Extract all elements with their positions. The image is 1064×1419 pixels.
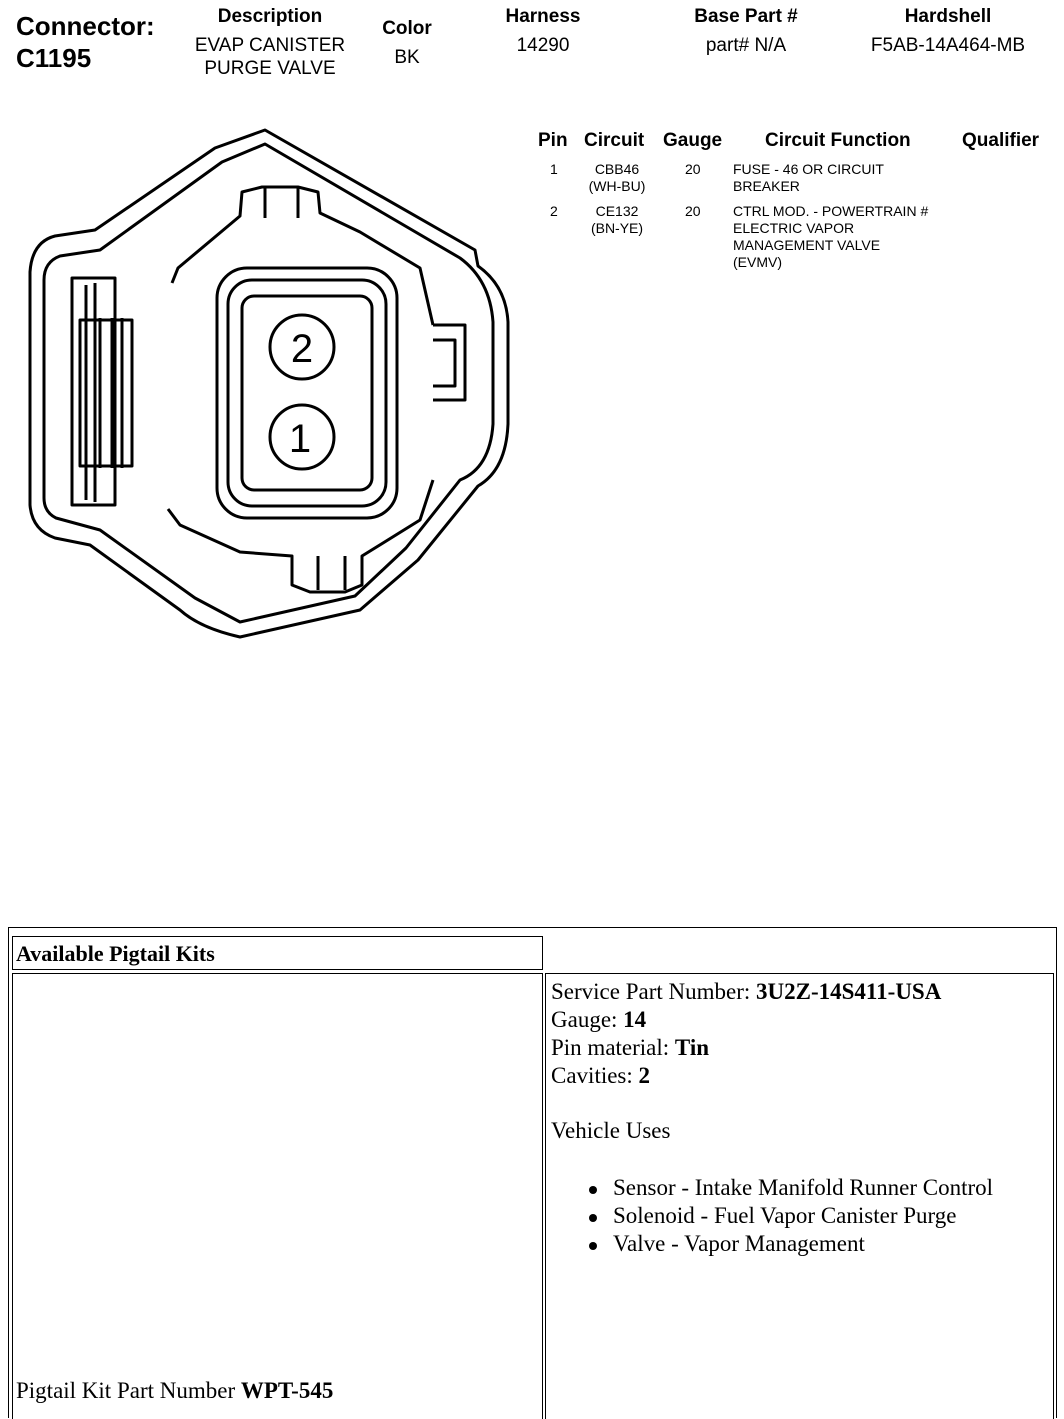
harness-column bbox=[483, 6, 603, 57]
row1-circuit bbox=[575, 161, 659, 195]
kits-title-cell bbox=[12, 936, 543, 970]
connector-id: C1195 bbox=[16, 43, 92, 73]
connector-face-diagram bbox=[0, 120, 530, 650]
row2-function-line: ELECTRIC VAPOR bbox=[733, 220, 855, 236]
kit-details bbox=[551, 978, 993, 1258]
pigtail-kits-table bbox=[8, 927, 1057, 1418]
hardshell-title: Hardshell bbox=[904, 6, 992, 27]
row2-circuit bbox=[575, 203, 659, 237]
bottom-latch bbox=[168, 480, 433, 592]
row2-function-line: (EVMV) bbox=[733, 254, 782, 270]
pin-material-row bbox=[551, 1034, 993, 1062]
row1-function bbox=[733, 161, 884, 195]
base-part-value: part# N/A bbox=[705, 35, 787, 56]
color-value: BK bbox=[394, 47, 420, 68]
cavities-label: Cavities: bbox=[551, 1063, 633, 1088]
description-title: Description bbox=[217, 6, 323, 27]
pin-material-value: Tin bbox=[674, 1035, 710, 1060]
cavities-row bbox=[551, 1062, 993, 1090]
kit-part-value: WPT-545 bbox=[240, 1378, 334, 1403]
kits-title: Available Pigtail Kits bbox=[16, 941, 215, 966]
gauge-value: 14 bbox=[623, 1007, 647, 1032]
cavity-1-label: 1 bbox=[288, 417, 312, 461]
service-part-label: Service Part Number: bbox=[551, 979, 751, 1004]
top-latch bbox=[172, 187, 433, 325]
description-line2: PURGE VALVE bbox=[204, 58, 336, 79]
service-part-row bbox=[551, 978, 993, 1006]
circuit-header: Circuit bbox=[584, 130, 645, 151]
row2-function-line: CTRL MOD. - POWERTRAIN # bbox=[733, 203, 929, 219]
qualifier-header: Qualifier bbox=[962, 130, 1040, 151]
cavities-value: 2 bbox=[638, 1063, 651, 1088]
kit-part-label: Pigtail Kit Part Number bbox=[16, 1378, 236, 1403]
base-part-column bbox=[666, 6, 826, 57]
row2-function bbox=[733, 203, 928, 271]
gauge-label: Gauge: bbox=[551, 1007, 618, 1032]
base-part-title: Base Part # bbox=[694, 6, 798, 27]
row1-circuit-id: CBB46 bbox=[594, 161, 640, 177]
connector-heading bbox=[16, 10, 155, 74]
vehicle-uses-label: Vehicle Uses bbox=[551, 1118, 671, 1143]
vehicle-use-item: Solenoid - Fuel Vapor Canister Purge bbox=[551, 1202, 993, 1230]
pin-header: Pin bbox=[538, 130, 568, 151]
row2-function-line: MANAGEMENT VALVE bbox=[733, 237, 881, 253]
connector-label: Connector: bbox=[16, 11, 155, 41]
housing-outline bbox=[30, 130, 508, 637]
kit-image-cell bbox=[12, 973, 543, 1419]
row2-circuit-color: (BN-YE) bbox=[590, 220, 644, 236]
row1-function-line: FUSE - 46 OR CIRCUIT bbox=[733, 161, 884, 177]
harness-value: 14290 bbox=[516, 35, 570, 56]
row1-circuit-color: (WH-BU) bbox=[588, 178, 646, 194]
kit-details-cell bbox=[545, 973, 1054, 1419]
cavity-block-outer bbox=[217, 268, 397, 518]
kits-title-spacer bbox=[545, 936, 1054, 970]
row1-pin: 1 bbox=[550, 161, 558, 177]
gauge-header: Gauge bbox=[663, 130, 723, 151]
right-tab bbox=[433, 325, 465, 400]
service-part-value: 3U2Z-14S411-USA bbox=[756, 979, 942, 1004]
pin-material-label: Pin material: bbox=[551, 1035, 670, 1060]
vehicle-use-item: Valve - Vapor Management bbox=[551, 1230, 993, 1258]
hardshell-column bbox=[853, 6, 1043, 57]
vehicle-use-item: Sensor - Intake Manifold Runner Control bbox=[551, 1174, 993, 1202]
row1-gauge: 20 bbox=[685, 161, 701, 177]
row2-pin: 2 bbox=[550, 203, 558, 219]
description-column bbox=[180, 6, 360, 80]
harness-title: Harness bbox=[505, 6, 581, 27]
kit-part-number bbox=[16, 1377, 333, 1405]
vehicle-uses-list bbox=[551, 1174, 993, 1258]
hardshell-value: F5AB-14A464-MB bbox=[870, 35, 1026, 56]
function-header: Circuit Function bbox=[765, 130, 911, 151]
row2-circuit-id: CE132 bbox=[595, 203, 639, 219]
color-column bbox=[367, 18, 447, 69]
gauge-row bbox=[551, 1006, 993, 1034]
color-title: Color bbox=[382, 18, 432, 39]
row2-gauge: 20 bbox=[685, 203, 701, 219]
description-line1: EVAP CANISTER bbox=[194, 35, 346, 56]
row1-function-line: BREAKER bbox=[733, 178, 800, 194]
cavity-2-label: 2 bbox=[290, 327, 314, 371]
